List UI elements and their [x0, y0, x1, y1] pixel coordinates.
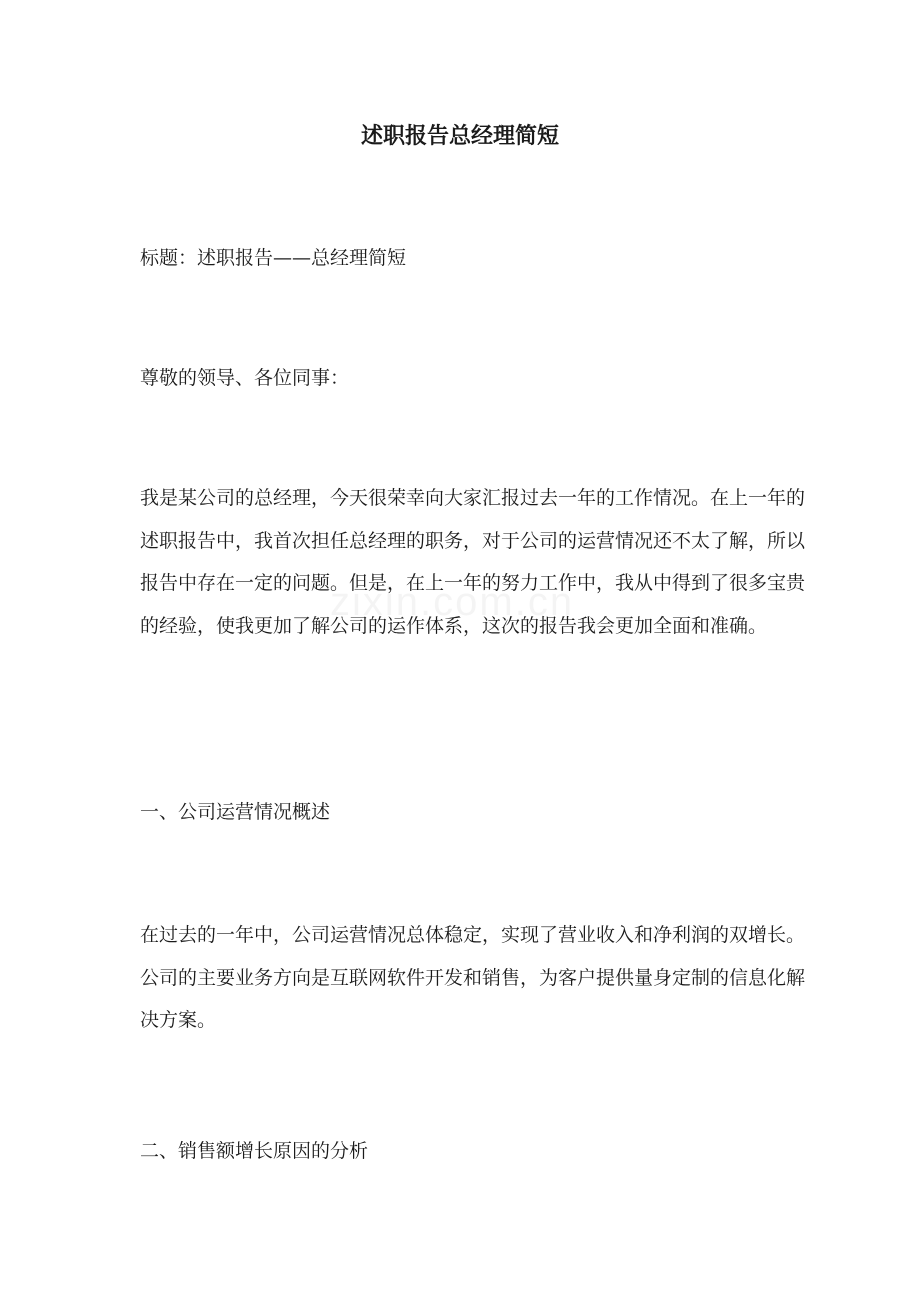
document-title: 述职报告总经理简短 [360, 123, 559, 149]
subject-line: 标题：述职报告——总经理简短 [140, 247, 407, 269]
intro-paragraph: 我是某公司的总经理，今天很荣幸向大家汇报过去一年的工作情况。在上一年的述职报告中，我首次担任总经理的职务，对于公司的运营情况还不太了解，所以报告中存在一定的问题。但是，在上一年的努力工作中，我从中得到了很多宝贵的经验，使我更加了解公司的运作体系，这次的报告我会更加全面和准确。 [140, 487, 806, 637]
section-1-paragraph: 在过去的一年中，公司运营情况总体稳定，实现了营业收入和净利润的双增长。公司的主要业务方向是互联网软件开发和销售，为客户提供量身定制的信息化解决方案。 [140, 924, 806, 1031]
section-heading-2: 二、销售额增长原因的分析 [140, 1140, 369, 1162]
salutation: 尊敬的领导、各位同事： [140, 367, 350, 389]
section-heading-1: 一、公司运营情况概述 [140, 801, 331, 823]
